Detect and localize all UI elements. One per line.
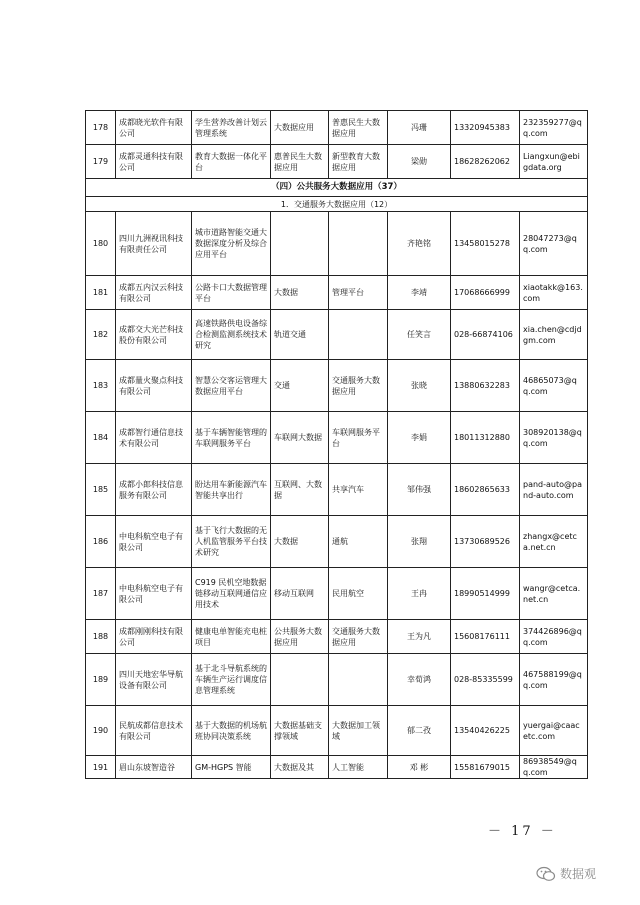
subsection-heading-row [86, 197, 588, 212]
company-cell: 四川九洲视讯科技有限责任公司 [116, 212, 192, 276]
row-number-cell: 185 [86, 464, 116, 516]
project-cell: 学生营养改善计划云管理系统 [192, 111, 271, 145]
email-cell: Liangxun@ebigdata.org [520, 145, 588, 179]
phone-cell: 028-66874106 [451, 310, 520, 360]
company-cell: 民航成都信息技术有限公司 [116, 706, 192, 756]
company-cell: 四川天地宏华导航设备有限公司 [116, 654, 192, 706]
phone-cell: 13458015278 [451, 212, 520, 276]
table-row [86, 620, 588, 654]
company-cell: 成都交大光芒科技股份有限公司 [116, 310, 192, 360]
tech-cell: 大数据应用 [271, 111, 329, 145]
email-cell: 46865073@qq.com [520, 360, 588, 412]
table-row [86, 516, 588, 568]
email-cell: xiaotakk@163.com [520, 276, 588, 310]
project-cell: 健康电单智能充电桩项目 [192, 620, 271, 654]
row-number-cell: 179 [86, 145, 116, 179]
contact-cell: 李靖 [388, 276, 451, 310]
field-cell: 大数据加工领域 [329, 706, 388, 756]
company-cell: 眉山东坡智造谷 [116, 756, 192, 779]
table-row [86, 111, 588, 145]
phone-cell: 13540426225 [451, 706, 520, 756]
contact-cell: 王为凡 [388, 620, 451, 654]
field-cell: 新型教育大数据应用 [329, 145, 388, 179]
table-row [86, 412, 588, 464]
phone-cell: 13880632283 [451, 360, 520, 412]
phone-cell: 15608176111 [451, 620, 520, 654]
tech-cell: 大数据 [271, 276, 329, 310]
phone-cell: 18628262062 [451, 145, 520, 179]
table-row [86, 212, 588, 276]
row-number-cell: 190 [86, 706, 116, 756]
email-cell: 308920138@qq.com [520, 412, 588, 464]
contact-cell: 邹伟强 [388, 464, 451, 516]
email-cell: 28047273@qq.com [520, 212, 588, 276]
tech-cell [271, 654, 329, 706]
email-cell: 86938549@qq.com [520, 756, 588, 779]
contact-cell: 邓 彬 [388, 756, 451, 779]
phone-cell: 18011312880 [451, 412, 520, 464]
contact-cell: 梁勋 [388, 145, 451, 179]
project-cell: GM-HGPS 智能 [192, 756, 271, 779]
company-cell: 中电科航空电子有限公司 [116, 568, 192, 620]
tech-cell: 公共服务大数据应用 [271, 620, 329, 654]
company-cell: 成都五内汉云科技有限公司 [116, 276, 192, 310]
company-cell: 成都刚刚科技有限公司 [116, 620, 192, 654]
watermark [536, 865, 596, 882]
table-row [86, 276, 588, 310]
table-row [86, 145, 588, 179]
email-cell: zhangx@cetca.net.cn [520, 516, 588, 568]
project-cell: 城市道路智能交通大数据深度分析及综合应用平台 [192, 212, 271, 276]
email-cell: 232359277@qq.com [520, 111, 588, 145]
phone-cell: 028-85335599 [451, 654, 520, 706]
field-cell: 普惠民生大数据应用 [329, 111, 388, 145]
phone-cell: 15581679015 [451, 756, 520, 779]
contact-cell: 张晓 [388, 360, 451, 412]
contact-cell: 王冉 [388, 568, 451, 620]
row-number-cell: 182 [86, 310, 116, 360]
table-row [86, 360, 588, 412]
field-cell [329, 310, 388, 360]
email-cell: yuergai@caacetc.com [520, 706, 588, 756]
table-row [86, 654, 588, 706]
tech-cell [271, 212, 329, 276]
phone-cell: 13730689526 [451, 516, 520, 568]
section-title: （四）公共服务大数据应用（37） [86, 179, 588, 197]
watermark-text: 数据观 [560, 867, 597, 881]
subsection-title: 1．交通服务大数据应用（12） [86, 197, 588, 212]
field-cell: 车联网服务平台 [329, 412, 388, 464]
field-cell: 人工智能 [329, 756, 388, 779]
field-cell [329, 212, 388, 276]
field-cell: 管理平台 [329, 276, 388, 310]
field-cell: 民用航空 [329, 568, 388, 620]
table-row [86, 310, 588, 360]
company-cell: 成都量火聚点科技有限公司 [116, 360, 192, 412]
project-cell: 智慧公交客运管理大数据应用平台 [192, 360, 271, 412]
phone-cell: 18990514999 [451, 568, 520, 620]
email-cell: 374426896@qq.com [520, 620, 588, 654]
project-cell: 高速铁路供电设备综合检测监测系统技术研究 [192, 310, 271, 360]
wechat-icon [536, 866, 556, 882]
row-number-cell: 180 [86, 212, 116, 276]
section-heading-row [86, 179, 588, 197]
tech-cell: 惠普民生大数据应用 [271, 145, 329, 179]
tech-cell: 大数据基础支撑领域 [271, 706, 329, 756]
project-cell: 盼达用车新能源汽车智能共享出行 [192, 464, 271, 516]
field-cell: 共享汽车 [329, 464, 388, 516]
tech-cell: 车联网大数据 [271, 412, 329, 464]
company-cell: 中电科航空电子有限公司 [116, 516, 192, 568]
row-number-cell: 184 [86, 412, 116, 464]
tech-cell: 互联网、大数据 [271, 464, 329, 516]
table-row [86, 706, 588, 756]
row-number-cell: 187 [86, 568, 116, 620]
tech-cell: 移动互联网 [271, 568, 329, 620]
row-number-cell: 186 [86, 516, 116, 568]
contact-cell: 任笑言 [388, 310, 451, 360]
table-row [86, 464, 588, 516]
table-row [86, 756, 588, 779]
project-cell: 基于车辆智能管理的车联网服务平台 [192, 412, 271, 464]
field-cell: 交通服务大数据应用 [329, 360, 388, 412]
contact-cell: 张翔 [388, 516, 451, 568]
tech-cell: 轨道交通 [271, 310, 329, 360]
contact-cell: 冯珊 [388, 111, 451, 145]
project-cell: C919 民机空地数据链移动互联网通信应用技术 [192, 568, 271, 620]
contact-cell: 齐艳铭 [388, 212, 451, 276]
phone-cell: 13320945383 [451, 111, 520, 145]
project-cell: 教育大数据一体化平台 [192, 145, 271, 179]
field-cell: 交通服务大数据应用 [329, 620, 388, 654]
email-cell: wangr@cetca.net.cn [520, 568, 588, 620]
email-cell: pand-auto@pand-auto.com [520, 464, 588, 516]
project-cell: 基于北斗导航系统的车辆生产运行调度信息管理系统 [192, 654, 271, 706]
company-cell: 成都灵通科技有限公司 [116, 145, 192, 179]
phone-cell: 18602865633 [451, 464, 520, 516]
company-cell: 成都智行通信息技术有限公司 [116, 412, 192, 464]
row-number-cell: 183 [86, 360, 116, 412]
email-cell: xia.chen@cdjdgm.com [520, 310, 588, 360]
tech-cell: 大数据及其 [271, 756, 329, 779]
contact-cell: 郁二孜 [388, 706, 451, 756]
page-number: － 17 － [488, 824, 557, 839]
field-cell: 通航 [329, 516, 388, 568]
row-number-cell: 178 [86, 111, 116, 145]
enterprise-table [85, 110, 588, 779]
project-cell: 公路卡口大数据管理平台 [192, 276, 271, 310]
table-row [86, 568, 588, 620]
phone-cell: 17068666999 [451, 276, 520, 310]
field-cell [329, 654, 388, 706]
row-number-cell: 189 [86, 654, 116, 706]
row-number-cell: 188 [86, 620, 116, 654]
company-cell: 成都小郎科技信息服务有限公司 [116, 464, 192, 516]
project-cell: 基于飞行大数据的无人机监管服务平台技术研究 [192, 516, 271, 568]
contact-cell: 李娟 [388, 412, 451, 464]
row-number-cell: 181 [86, 276, 116, 310]
company-cell: 成都晓光软件有限公司 [116, 111, 192, 145]
row-number-cell: 191 [86, 756, 116, 779]
email-cell: 467588199@qq.com [520, 654, 588, 706]
tech-cell: 交通 [271, 360, 329, 412]
contact-cell: 幸荀鸿 [388, 654, 451, 706]
tech-cell: 大数据 [271, 516, 329, 568]
project-cell: 基于大数据的机场航班协同决策系统 [192, 706, 271, 756]
